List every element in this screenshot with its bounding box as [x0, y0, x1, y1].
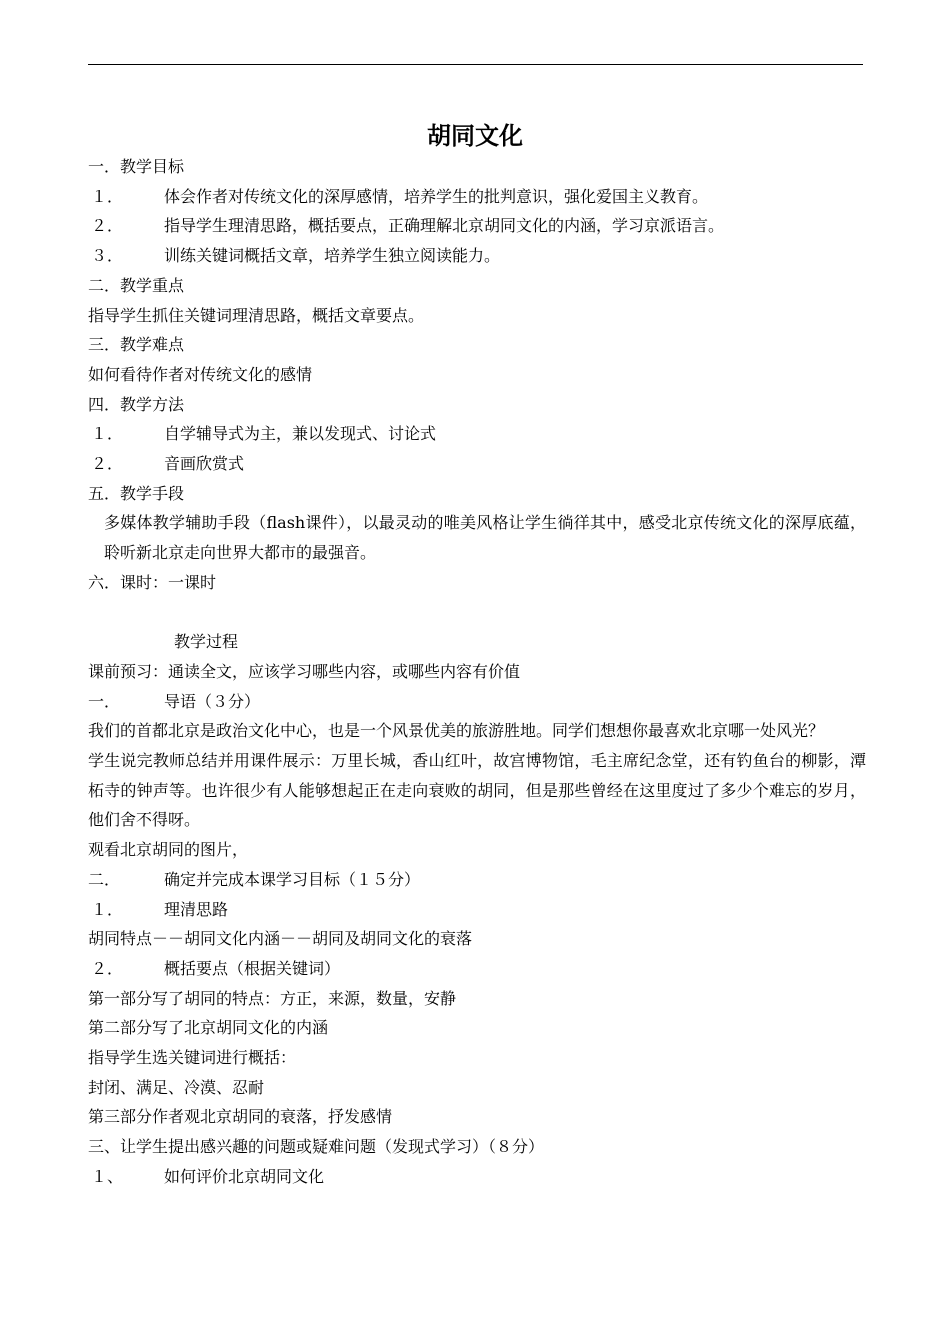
list-text: 如何评价北京胡同文化 — [164, 1166, 325, 1186]
process-heading: 教学过程 — [174, 632, 239, 652]
list-item — [88, 211, 866, 241]
list-item — [88, 449, 866, 479]
paragraph: 胡同特点－－胡同文化内涵－－胡同及胡同文化的衰落 — [88, 929, 473, 949]
document-body — [88, 152, 866, 1192]
list-number: １． — [91, 424, 124, 444]
list-number: ２． — [91, 216, 124, 236]
paragraph: 指导学生抓住关键词理清思路，概括文章要点。 — [88, 305, 425, 325]
paragraph: 第三部分作者观北京胡同的衰落，抒发感情 — [88, 1107, 393, 1127]
paragraph: 封闭、满足、冷漠、忍耐 — [88, 1077, 265, 1097]
document-title: 胡同文化 — [427, 122, 523, 150]
list-number: ２． — [91, 958, 124, 978]
paragraph: 学生说完教师总结并用课件展示：万里长城，香山红叶，故宫博物馆，毛主席纪念堂，还有钓鱼台的柳影，潭柘寺的钟声等。也许很少有人能够想起正在走向衰败的胡同，但是那些曾经在这里度过了多少个难忘的岁月，他们舍不得呀。 — [88, 751, 866, 830]
list-text: 概括要点（根据关键词） — [164, 958, 341, 978]
list-item — [88, 419, 866, 449]
list-number: １． — [91, 186, 124, 206]
section-heading-methods: 四．教学方法 — [88, 394, 185, 414]
section-heading-means: 五．教学手段 — [88, 483, 185, 503]
list-number: ３． — [91, 246, 124, 266]
list-number: 一． — [88, 691, 121, 711]
paragraph: 观看北京胡同的图片， — [88, 840, 249, 860]
paragraph: 我们的首都北京是政治文化中心，也是一个风景优美的旅游胜地。同学们想想你最喜欢北京哪一处风光？ — [88, 721, 825, 741]
section-heading-questions: 三、让学生提出感兴趣的问题或疑难问题（发现式学习）（８分） — [88, 1137, 545, 1157]
list-item — [88, 895, 866, 925]
list-text: 训练关键词概括文章，培养学生独立阅读能力。 — [164, 246, 501, 266]
paragraph: 指导学生选关键词进行概括： — [88, 1048, 297, 1068]
list-item — [88, 954, 866, 984]
list-text: 理清思路 — [164, 899, 229, 919]
blank-line — [88, 598, 866, 628]
list-item — [88, 1162, 866, 1192]
list-text: 导语（３分） — [164, 691, 261, 711]
section-heading-hours: 六．课时：一课时 — [88, 572, 217, 592]
list-number: １、 — [91, 1166, 124, 1186]
list-item — [88, 241, 866, 271]
list-text: 确定并完成本课学习目标（１５分） — [164, 869, 421, 889]
list-item — [88, 687, 866, 717]
list-item — [88, 865, 866, 895]
list-item — [88, 182, 866, 212]
list-text: 音画欣赏式 — [164, 454, 245, 474]
section-heading-objectives: 一．教学目标 — [88, 157, 185, 176]
list-number: １． — [91, 899, 124, 919]
section-heading-difficulties: 三．教学难点 — [88, 335, 185, 355]
list-text: 自学辅导式为主，兼以发现式、讨论式 — [164, 424, 437, 444]
list-text: 体会作者对传统文化的深厚感情，培养学生的批判意识，强化爱国主义教育。 — [164, 186, 709, 206]
list-text: 指导学生理清思路，概括要点，正确理解北京胡同文化的内涵，学习京派语言。 — [164, 216, 725, 236]
paragraph: 第一部分写了胡同的特点：方正，来源，数量，安静 — [88, 988, 457, 1008]
list-number: ２． — [91, 454, 124, 474]
paragraph: 课前预习：通读全文，应该学习哪些内容，或哪些内容有价值 — [88, 661, 521, 681]
header-rule — [88, 64, 863, 65]
section-heading-key-points: 二．教学重点 — [88, 275, 185, 295]
paragraph: 多媒体教学辅助手段（flash课件），以最灵动的唯美风格让学生徜徉其中，感受北京传统文化的深厚底蕴，聆听新北京走向世界大都市的最强音。 — [104, 513, 866, 563]
paragraph: 如何看待作者对传统文化的感情 — [88, 364, 313, 384]
list-number: 二． — [88, 869, 121, 889]
paragraph: 第二部分写了北京胡同文化的内涵 — [88, 1018, 329, 1038]
